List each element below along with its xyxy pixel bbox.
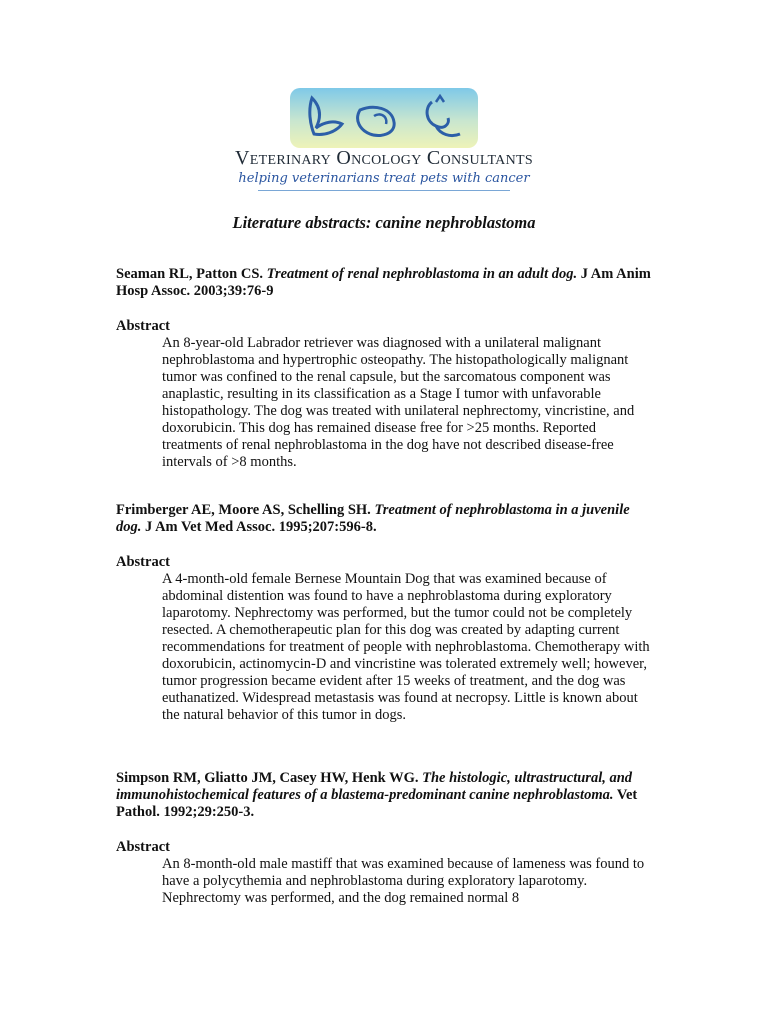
citation-authors: Seaman RL, Patton CS. <box>116 266 264 282</box>
citation-title: Treatment of nephroblastoma in a juvenile dog. <box>116 502 630 535</box>
abstract-label: Abstract <box>116 839 170 855</box>
animal-silhouettes-icon <box>290 88 478 148</box>
citation-title: The histologic, ultrastructural, and immunohistochemical features of a blastema-predominant canine nephroblastoma. <box>116 770 633 803</box>
tagline: helping veterinarians treat pets with cancer <box>238 171 530 186</box>
abstract-entry <box>116 502 656 724</box>
citation <box>116 770 656 821</box>
abstract-label: Abstract <box>116 554 170 570</box>
citation <box>116 266 656 300</box>
citation <box>116 502 656 536</box>
page-title: Literature abstracts: canine nephroblastoma <box>232 213 536 232</box>
abstract-entry <box>116 266 656 471</box>
citation-source: J Am Vet Med Assoc. 1995;207:596-8. <box>145 519 377 535</box>
citation-authors: Frimberger AE, Moore AS, Schelling SH. <box>116 502 371 518</box>
abstract-entry <box>116 770 656 907</box>
abstract-label: Abstract <box>116 318 170 334</box>
abstract-text: A 4-month-old female Bernese Mountain Dog that was examined because of abdominal distention was found to have a nephroblastoma during exploratory laparotomy. Nephrectomy was performed, but the tumor could not be completely resected. A chemotherapeutic plan for this dog was created by adapting current recommendations for treatment of people with nephroblastoma. Chemotherapy with doxorubicin, actinomycin-D and vincristine was tolerated extremely well; however, tumor progression became evident after 15 weeks of treatment, and the dog was euthanatized. Widespread metastasis was found at necropsy. Little is known about the natural behavior of this tumor in dogs. <box>162 571 650 723</box>
citation-source: Vet Pathol. 1992;29:250-3. <box>116 787 638 820</box>
brand-name: Veterinary Oncology Consultants <box>235 147 533 169</box>
logo <box>290 88 478 148</box>
citation-title: Treatment of renal nephroblastoma in an adult dog. <box>266 266 578 282</box>
abstract-text: An 8-year-old Labrador retriever was diagnosed with a unilateral malignant nephroblastoma and hypertrophic osteopathy. The histopathologically malignant tumor was confined to the renal capsule, but the sarcomatous component was anaplastic, resulting in its classification as a Stage I tumor with unfavorable histopathology. The dog was treated with unilateral nephrectomy, vincristine, and doxorubicin. This dog has remained disease free for >25 months. Reported treatments of renal nephroblastoma in the dog have not described disease-free intervals of >8 months. <box>162 335 635 470</box>
citation-source: J Am Anim Hosp Assoc. 2003;39:76-9 <box>116 266 651 299</box>
tagline-underline <box>258 190 510 191</box>
abstract-text: An 8-month-old male mastiff that was examined because of lameness was found to have a polycythemia and nephroblastoma during exploratory laparotomy. Nephrectomy was performed, and the dog remained normal 8 <box>162 856 645 906</box>
citation-authors: Simpson RM, Gliatto JM, Casey HW, Henk WG. <box>116 770 419 786</box>
